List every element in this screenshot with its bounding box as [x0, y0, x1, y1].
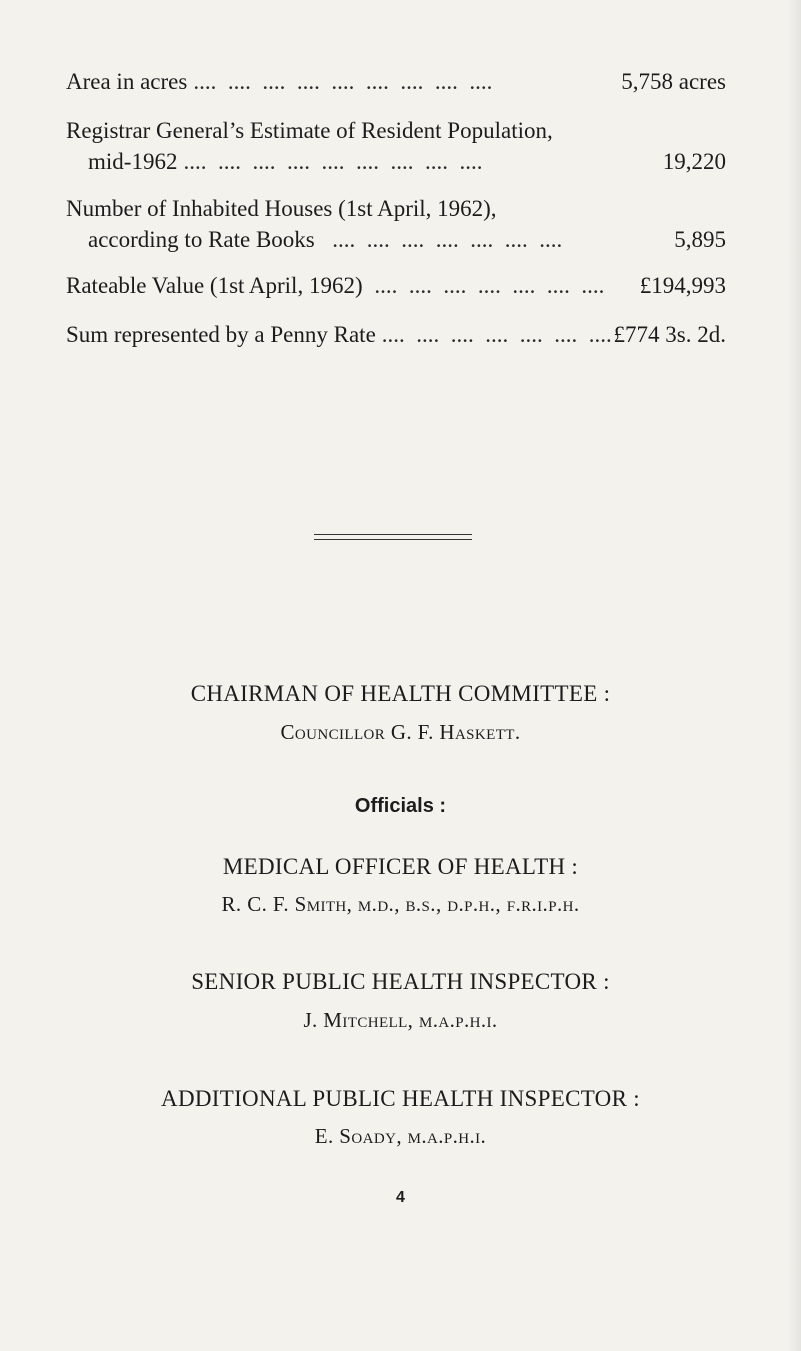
- stat-label-continued: mid-1962: [88, 149, 178, 174]
- stat-value: £774 3s. 2d.: [613, 322, 726, 347]
- separator-rule: [314, 539, 472, 540]
- official-title: SENIOR PUBLIC HEALTH INSPECTOR :: [191, 969, 610, 994]
- official-title: MEDICAL OFFICER OF HEALTH :: [222, 854, 579, 879]
- stat-value: £194,993: [639, 273, 726, 298]
- leader-dots: .... .... .... .... .... .... .... .... ....: [193, 69, 493, 94]
- stat-value: 5,895: [674, 227, 726, 252]
- stat-rateable-value: [66, 270, 726, 301]
- leader-dots: .... .... .... .... .... .... ....: [320, 227, 563, 252]
- stat-label: Registrar General’s Estimate of Resident Population,: [66, 118, 553, 143]
- leader-dots: .... .... .... .... .... .... ....: [381, 322, 612, 347]
- stat-label: Number of Inhabited Houses (1st April, 1962),: [66, 196, 497, 221]
- stat-label: Area in acres: [66, 69, 188, 94]
- stat-area: [66, 66, 726, 97]
- stat-value: 19,220: [662, 149, 726, 174]
- stat-label: Sum represented by a Penny Rate: [66, 322, 376, 347]
- chairman-title: CHAIRMAN OF HEALTH COMMITTEE :: [190, 681, 611, 706]
- leader-dots: .... .... .... .... .... .... ....: [368, 273, 605, 298]
- chairman-name: Councillor G. F. Haskett.: [280, 720, 521, 744]
- officials-heading: Officials :: [354, 795, 447, 817]
- stat-label-continued: according to Rate Books: [88, 227, 315, 252]
- official-name: J. Mitchell, m.a.p.h.i.: [303, 1008, 498, 1032]
- stat-value: 5,758 acres: [621, 69, 726, 94]
- stat-population: [66, 115, 726, 177]
- stat-label: Rateable Value (1st April, 1962): [66, 273, 363, 298]
- official-name: R. C. F. Smith, m.d., b.s., d.p.h., f.r.i.p.h.: [221, 892, 580, 916]
- official-name: E. Soady, m.a.p.h.i.: [314, 1124, 487, 1148]
- official-title: ADDITIONAL PUBLIC HEALTH INSPECTOR :: [161, 1086, 640, 1111]
- leader-dots: .... .... .... .... .... .... .... .... ....: [183, 149, 483, 174]
- page-number: 4: [396, 1189, 405, 1206]
- stat-houses: [66, 193, 726, 255]
- stat-penny-rate: [66, 319, 726, 350]
- separator-rule: [314, 534, 472, 535]
